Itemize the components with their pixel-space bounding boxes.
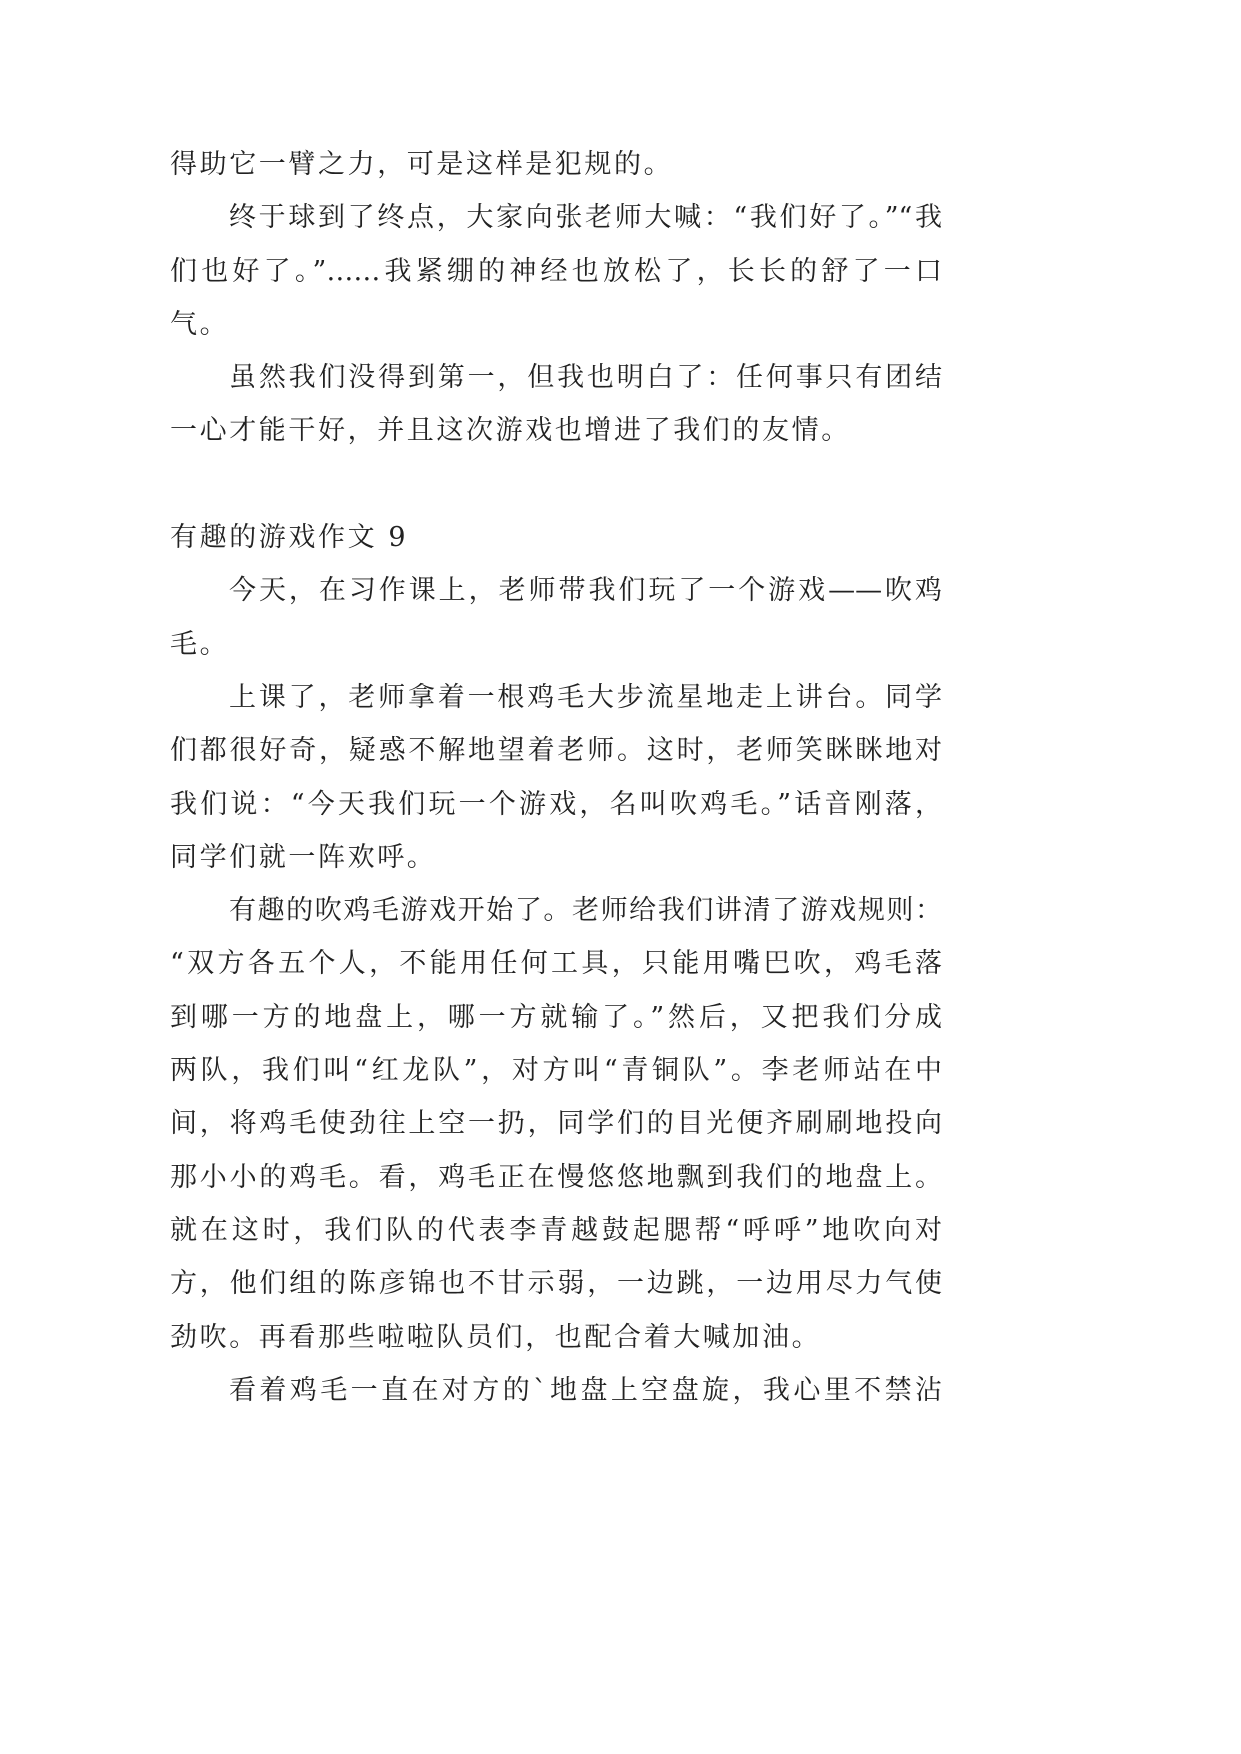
- text-line: 方，他们组的陈彦锦也不甘示弱，一边跳，一边用尽力气使: [170, 1268, 942, 1300]
- paragraph: [170, 884, 942, 1364]
- text-line: 气。: [170, 308, 230, 340]
- text-line: 今天，在习作课上，老师带我们玩了一个游戏——吹鸡: [229, 575, 942, 607]
- paragraph: [170, 1364, 942, 1417]
- text-line: 到哪一方的地盘上，哪一方就输了。”然后，又把我们分成: [170, 1001, 942, 1033]
- text-line: 们都很好奇，疑惑不解地望着老师。这时，老师笑眯眯地对: [170, 735, 942, 767]
- text-line: “双方各五个人，不能用任何工具，只能用嘴巴吹，鸡毛落: [170, 948, 942, 980]
- text-line: 就在这时，我们队的代表李青越鼓起腮帮“呼呼”地吹向对: [170, 1214, 942, 1246]
- document-body: [170, 138, 942, 1417]
- text-line: 上课了，老师拿着一根鸡毛大步流星地走上讲台。同学: [229, 681, 942, 713]
- text-line: 那小小的鸡毛。看，鸡毛正在慢悠悠地飘到我们的地盘上。: [170, 1161, 942, 1193]
- text-line: 毛。: [170, 628, 230, 660]
- text-line: 看着鸡毛一直在对方的`地盘上空盘旋，我心里不禁沾: [229, 1374, 942, 1406]
- text-line: 虽然我们没得到第一，但我也明白了：任何事只有团结: [229, 362, 942, 394]
- text-line: 们也好了。”……我紧绷的神经也放松了，长长的舒了一口: [170, 255, 942, 287]
- paragraph: [170, 351, 942, 458]
- paragraph: [170, 138, 942, 191]
- text-line: 一心才能干好，并且这次游戏也增进了我们的友情。: [170, 415, 851, 447]
- text-line: 终于球到了终点，大家向张老师大喊：“我们好了。”“我: [229, 202, 942, 234]
- paragraph: [170, 191, 942, 351]
- blank-line: [170, 458, 942, 511]
- paragraph: [170, 671, 942, 884]
- text-line: 得助它一臂之力，可是这样是犯规的。: [170, 149, 674, 180]
- text-line: 间，将鸡毛使劲往上空一扔，同学们的目光便齐刷刷地投向: [170, 1108, 942, 1140]
- section-heading: 有趣的游戏作文 9: [170, 522, 409, 554]
- text-line: 两队，我们叫“红龙队”，对方叫“青铜队”。李老师站在中: [170, 1055, 942, 1087]
- text-line: 同学们就一阵欢呼。: [170, 841, 437, 873]
- text-line: 我们说：“今天我们玩一个游戏，名叫吹鸡毛。”话音刚落，: [170, 788, 942, 820]
- paragraph: [170, 564, 942, 671]
- text-line: 劲吹。再看那些啦啦队员们，也配合着大喊加油。: [170, 1321, 822, 1353]
- text-line: 有趣的吹鸡毛游戏开始了。老师给我们讲清了游戏规则：: [229, 895, 942, 927]
